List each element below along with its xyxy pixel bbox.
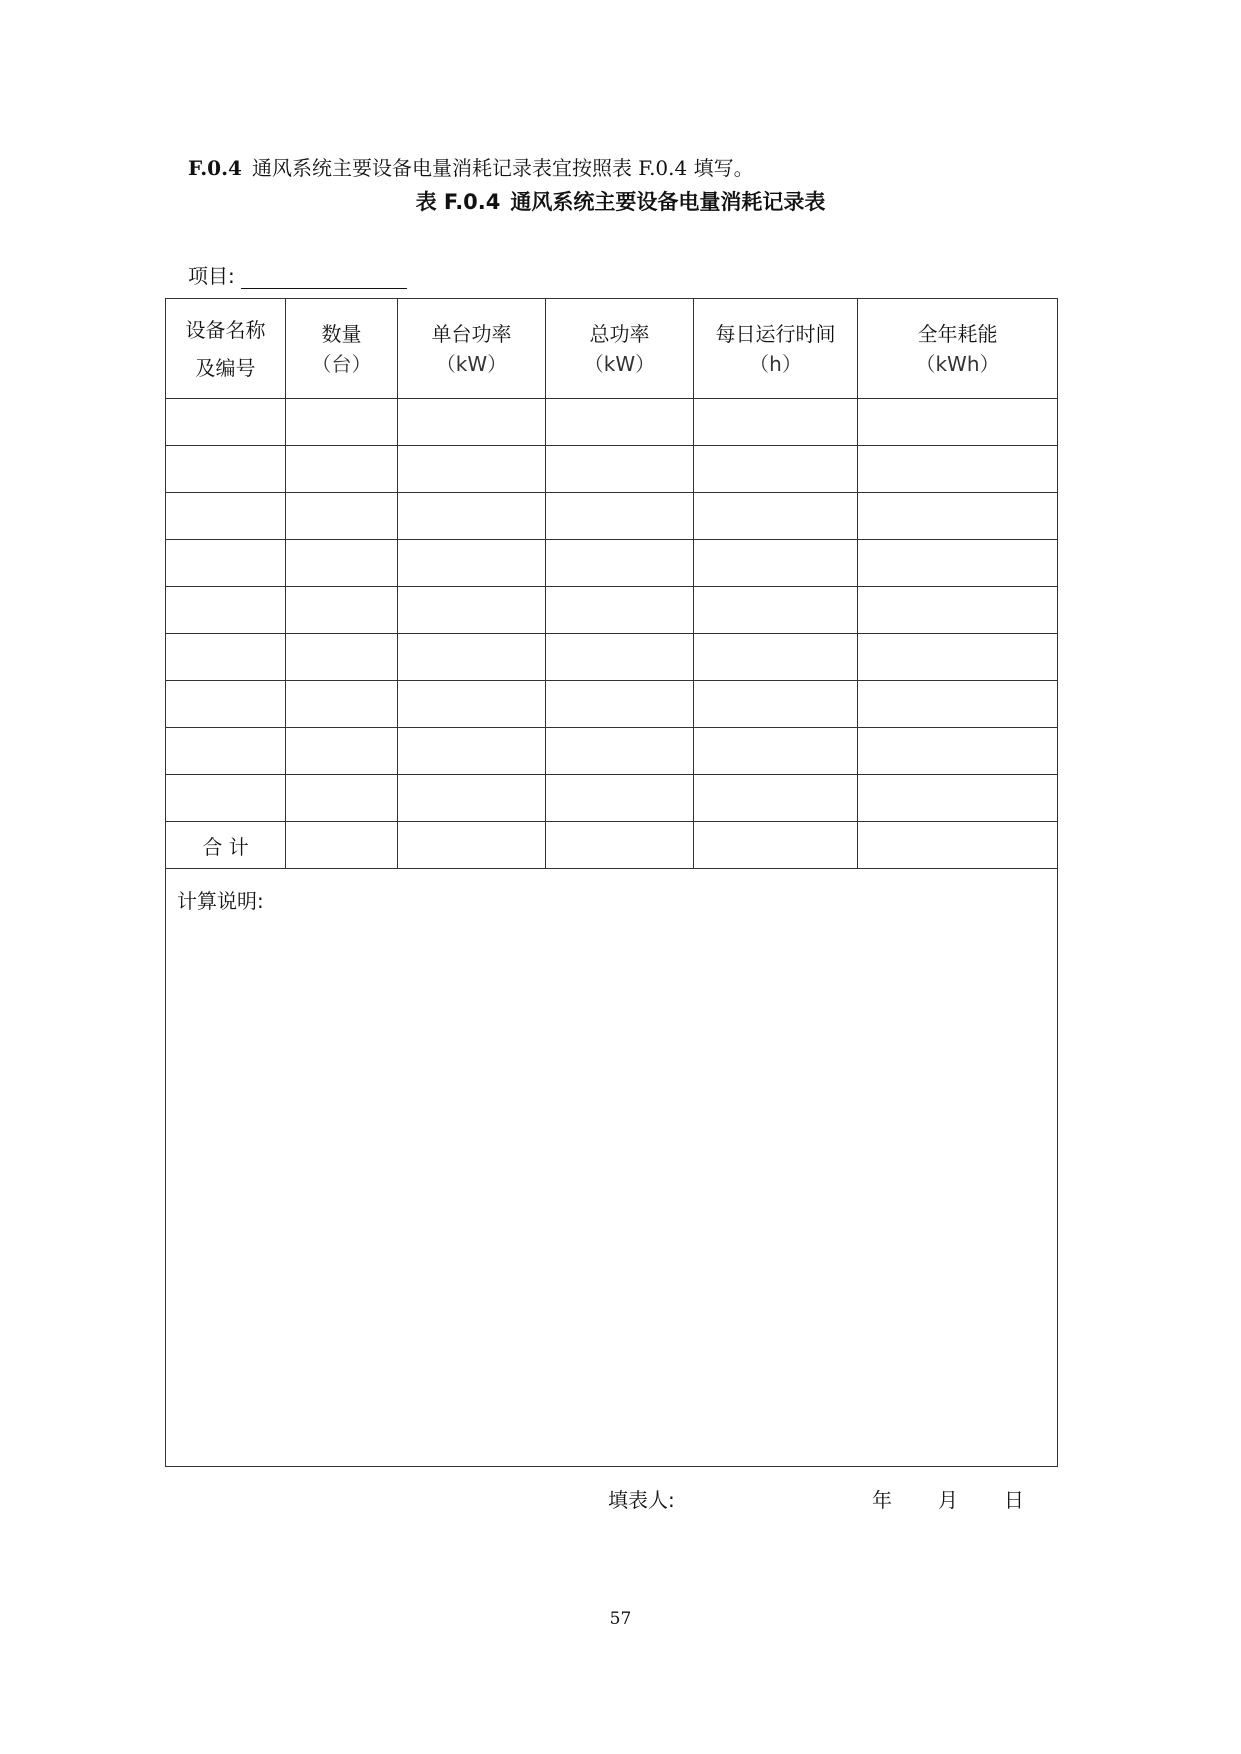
table-cell[interactable]: [398, 634, 546, 681]
table-row: [166, 587, 1058, 634]
notes-area[interactable]: [166, 869, 1058, 1467]
table-cell[interactable]: [166, 493, 286, 540]
table-cell[interactable]: [398, 775, 546, 822]
table-cell[interactable]: [398, 728, 546, 775]
table-row: [166, 728, 1058, 775]
table-caption-title: 通风系统主要设备电量消耗记录表: [510, 190, 826, 214]
table-cell[interactable]: [286, 681, 398, 728]
table-cell[interactable]: [694, 493, 858, 540]
table-cell[interactable]: [286, 728, 398, 775]
notes-label: 计算说明:: [177, 889, 264, 913]
table-cell[interactable]: [286, 493, 398, 540]
header-quantity: 数量 （台）: [286, 299, 398, 399]
table-cell[interactable]: [546, 634, 694, 681]
table-cell[interactable]: [166, 681, 286, 728]
table-cell[interactable]: [694, 681, 858, 728]
table-cell[interactable]: [166, 540, 286, 587]
table-cell[interactable]: [546, 493, 694, 540]
table-cell[interactable]: [694, 587, 858, 634]
table-cell[interactable]: [858, 446, 1058, 493]
table-cell[interactable]: [694, 822, 858, 869]
header-annual-energy: 全年耗能 （kWh）: [858, 299, 1058, 399]
header-equipment: 设备名称 及编号: [166, 299, 286, 399]
notes-row: [166, 869, 1058, 1467]
table-cell[interactable]: [166, 446, 286, 493]
total-row: [166, 822, 1058, 869]
table-cell[interactable]: [694, 634, 858, 681]
table-cell[interactable]: [166, 587, 286, 634]
table-cell[interactable]: [694, 446, 858, 493]
table-cell[interactable]: [286, 587, 398, 634]
table-cell[interactable]: [694, 399, 858, 446]
table-cell[interactable]: [286, 634, 398, 681]
table-cell[interactable]: [694, 540, 858, 587]
table-caption: [0, 186, 1241, 216]
page-number: 57: [609, 1609, 632, 1629]
table-cell[interactable]: [858, 493, 1058, 540]
table-row: [166, 634, 1058, 681]
table-cell[interactable]: [286, 822, 398, 869]
consumption-record-table: [165, 298, 1058, 1467]
table-row: [166, 446, 1058, 493]
date-year: 年: [872, 1488, 892, 1512]
table-cell[interactable]: [166, 399, 286, 446]
table-cell[interactable]: [398, 587, 546, 634]
table-cell[interactable]: [546, 399, 694, 446]
table-cell[interactable]: [286, 540, 398, 587]
table-cell[interactable]: [398, 540, 546, 587]
table-cell[interactable]: [858, 728, 1058, 775]
project-field: [188, 260, 407, 289]
clause-body: 通风系统主要设备电量消耗记录表宜按照表 F.0.4 填写。: [251, 156, 754, 180]
table-row: [166, 775, 1058, 822]
table-cell[interactable]: [546, 775, 694, 822]
header-unit-power: 单台功率 （kW）: [398, 299, 546, 399]
table-cell[interactable]: [858, 540, 1058, 587]
project-label: 项目:: [188, 264, 235, 288]
table-row: [166, 399, 1058, 446]
header-total-power: 总功率 （kW）: [546, 299, 694, 399]
table-cell[interactable]: [858, 775, 1058, 822]
table-cell[interactable]: [546, 587, 694, 634]
table-cell[interactable]: [546, 446, 694, 493]
header-daily-runtime: 每日运行时间 （h）: [694, 299, 858, 399]
table-cell[interactable]: [858, 634, 1058, 681]
table-cell[interactable]: [166, 775, 286, 822]
table-cell[interactable]: [398, 493, 546, 540]
table-cell[interactable]: [546, 822, 694, 869]
table-cell[interactable]: [546, 681, 694, 728]
table-cell[interactable]: [546, 728, 694, 775]
table-cell[interactable]: [166, 728, 286, 775]
table-cell[interactable]: [694, 728, 858, 775]
table-header-row: [166, 299, 1058, 399]
date-day: 日: [1004, 1488, 1024, 1512]
table-cell[interactable]: [858, 822, 1058, 869]
project-blank-line[interactable]: [241, 266, 407, 289]
table-cell[interactable]: [546, 540, 694, 587]
table-row: [166, 681, 1058, 728]
table-cell[interactable]: [286, 399, 398, 446]
table-cell[interactable]: [398, 822, 546, 869]
date-month: 月: [938, 1488, 958, 1512]
table-cell[interactable]: [858, 399, 1058, 446]
total-label: 合 计: [166, 822, 286, 869]
table-caption-label: 表 F.0.4: [415, 190, 501, 214]
table-cell[interactable]: [858, 587, 1058, 634]
table-cell[interactable]: [694, 775, 858, 822]
table-cell[interactable]: [166, 634, 286, 681]
table-cell[interactable]: [398, 446, 546, 493]
table-cell[interactable]: [858, 681, 1058, 728]
table-row: [166, 540, 1058, 587]
clause-number: F.0.4: [188, 156, 242, 180]
table-cell[interactable]: [398, 399, 546, 446]
filler-label: 填表人:: [608, 1488, 675, 1512]
table-row: [166, 493, 1058, 540]
clause-text: [188, 152, 754, 181]
table-cell[interactable]: [398, 681, 546, 728]
table-cell[interactable]: [286, 775, 398, 822]
table-cell[interactable]: [286, 446, 398, 493]
